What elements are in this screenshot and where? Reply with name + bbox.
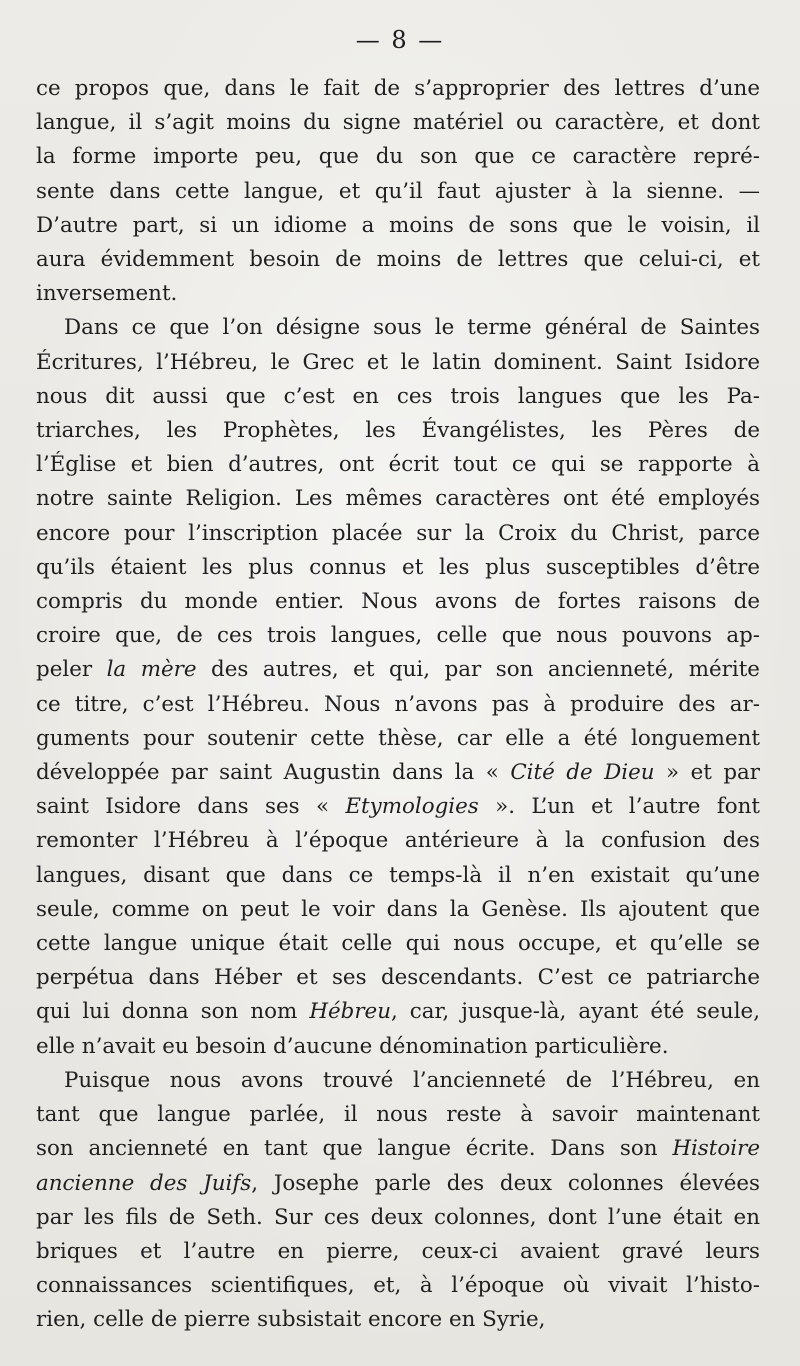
text-line: elle n’avait eu besoin d’aucune dénomination particulière.: [36, 1033, 669, 1059]
text-segment: ». L’un et l’autre font: [478, 794, 760, 820]
italic-title: Etymologies: [345, 794, 479, 820]
paragraph-1: [36, 72, 760, 311]
text-line: Écritures, l’Hébreu, le Grec et le latin dominent. Saint Isidore: [36, 349, 760, 375]
text-line: connaissances scientifiques, et, à l’époque où vivait l’histo-: [36, 1273, 760, 1299]
text-segment: son ancienneté en tant que langue écrite. Dans son: [36, 1136, 673, 1162]
text-segment: » et par: [654, 760, 760, 786]
italic-title: Cité de Dieu: [510, 760, 655, 786]
text-line: D’autre part, si un idiome a moins de sons que le voisin, il: [36, 212, 760, 238]
page-number: — 8 —: [355, 26, 445, 54]
text-line: langue, il s’agit moins du signe matériel ou caractère, et dont: [36, 110, 760, 136]
text-line: [36, 756, 760, 790]
text-segment: , Josephe parle des deux colonnes élevées: [251, 1170, 760, 1196]
text-line: remonter l’Hébreu à l’époque antérieure à la confusion des: [36, 828, 760, 854]
text-line: [36, 653, 760, 687]
text-line: rien, celle de pierre subsistait encore en Syrie,: [36, 1307, 546, 1333]
text-line: croire que, de ces trois langues, celle que nous pouvons ap-: [36, 623, 760, 649]
italic-term: la mère: [106, 657, 197, 683]
body-text: [36, 72, 760, 1338]
text-line: langues, disant que dans ce temps-là il n’en existait qu’une: [36, 862, 760, 888]
italic-title: Histoire: [672, 1136, 760, 1162]
text-segment: peler: [36, 657, 107, 683]
text-line: [36, 1167, 760, 1201]
text-line: la forme importe peu, que du son que ce caractère repré-: [36, 144, 760, 170]
text-line: sente dans cette langue, et qu’il faut ajuster à la sienne. —: [36, 178, 760, 204]
text-line: notre sainte Religion. Les mêmes caractères ont été employés: [36, 486, 760, 512]
text-line: qu’ils étaient les plus connus et les plus susceptibles d’être: [36, 554, 760, 580]
text-segment: , car, jusque-là, ayant été seule,: [390, 999, 760, 1025]
text-line: inversement.: [36, 281, 178, 307]
text-line: briques et l’autre en pierre, ceux-ci avaient gravé leurs: [36, 1238, 760, 1264]
text-segment: développée par saint Augustin dans la «: [36, 760, 511, 786]
text-line: [36, 790, 760, 824]
italic-term: Hébreu: [309, 999, 391, 1025]
text-line: Dans ce que l’on désigne sous le terme général de Saintes: [64, 315, 760, 341]
text-line: encore pour l’inscription placée sur la Croix du Christ, parce: [36, 520, 760, 546]
text-line: perpétua dans Héber et ses descendants. C’est ce patriarche: [36, 965, 760, 991]
text-line: par les fils de Seth. Sur ces deux colonnes, dont l’une était en: [36, 1204, 760, 1230]
text-line: aura évidemment besoin de moins de lettres que celui-ci, et: [36, 247, 760, 273]
text-line: nous dit aussi que c’est en ces trois langues que les Pa-: [36, 383, 760, 409]
text-line: cette langue unique était celle qui nous occupe, et qu’elle se: [36, 931, 760, 957]
text-line: guments pour soutenir cette thèse, car elle a été longuement: [36, 725, 760, 751]
text-line: ce propos que, dans le fait de s’approprier des lettres d’une: [36, 76, 760, 101]
text-segment: saint Isidore dans ses «: [36, 794, 346, 820]
text-line: l’Église et bien d’autres, ont écrit tout ce qui se rapporte à: [36, 452, 760, 478]
text-line: [36, 1132, 760, 1166]
text-line: seule, comme on peut le voir dans la Genèse. Ils ajoutent que: [36, 896, 760, 922]
italic-title: ancienne des Juifs: [36, 1170, 252, 1196]
text-line: tant que langue parlée, il nous reste à savoir maintenant: [36, 1102, 760, 1128]
text-line: ce titre, c’est l’Hébreu. Nous n’avons pas à produire des ar-: [36, 691, 760, 717]
text-line: compris du monde entier. Nous avons de fortes raisons de: [36, 589, 760, 615]
text-line: triarches, les Prophètes, les Évangélistes, les Pères de: [36, 418, 760, 444]
text-segment: des autres, et qui, par son ancienneté, mérite: [196, 657, 760, 683]
text-line: [36, 995, 760, 1029]
text-segment: qui lui donna son nom: [36, 999, 310, 1025]
paragraph-3: [36, 1064, 760, 1338]
text-line: Puisque nous avons trouvé l’ancienneté de l’Hébreu, en: [64, 1067, 760, 1093]
paragraph-2: [36, 311, 760, 1063]
